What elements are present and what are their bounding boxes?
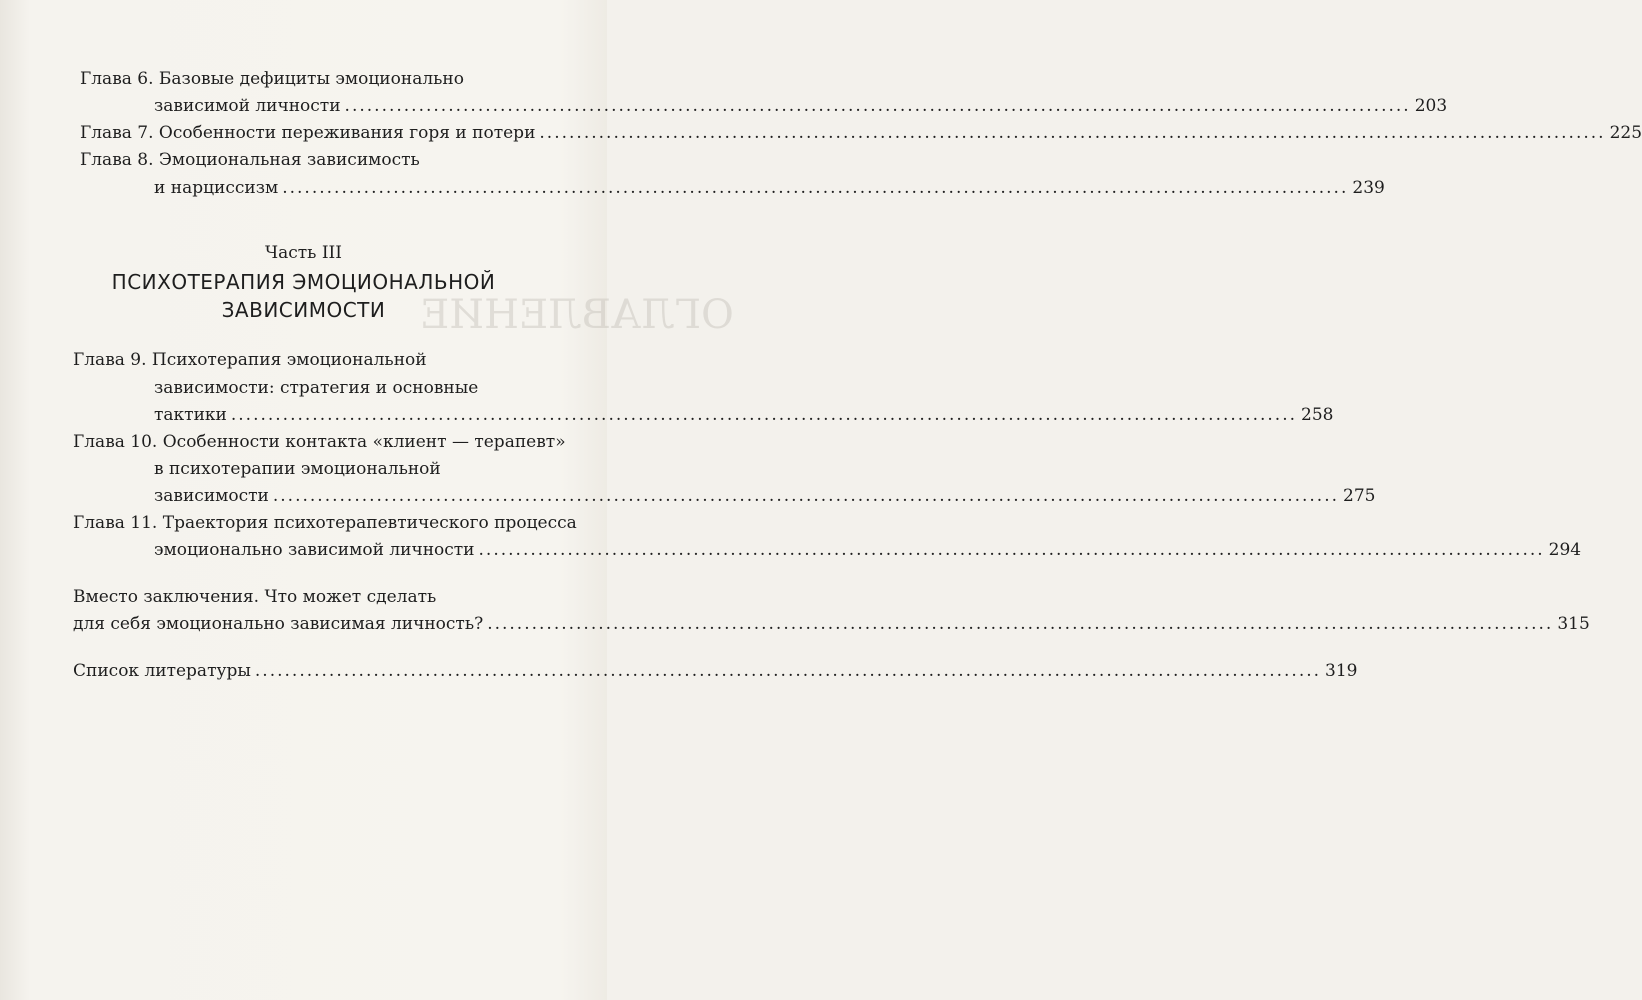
toc-entry-chapter-9-line3[interactable]	[154, 402, 1334, 428]
toc-entry-bibliography[interactable]	[73, 658, 1358, 684]
toc-leader-dots	[479, 537, 1545, 563]
toc-page-number: 315	[1557, 614, 1590, 634]
toc-page-number: 258	[1301, 405, 1334, 425]
toc-leader-dots	[255, 658, 1321, 684]
toc-entry-chapter-9-line1[interactable]: Глава 9. Психотерапия эмоциональной	[73, 350, 427, 370]
toc-entry-text: Глава 7. Особенности переживания горя и потери	[80, 123, 536, 143]
toc-page-number: 203	[1414, 96, 1448, 116]
part-label: Часть III	[264, 243, 342, 263]
toc-page-number: 294	[1548, 540, 1582, 560]
toc-leader-dots	[345, 93, 1411, 119]
toc-page-number: 225	[1609, 123, 1642, 143]
toc-leader-dots	[273, 483, 1339, 509]
part-title-line2: ЗАВИСИМОСТИ	[221, 298, 386, 322]
toc-entry-chapter-6-line2[interactable]	[154, 93, 1448, 119]
bleed-through-decoration: ОГЛАВЛЕНИЕ	[420, 292, 734, 338]
toc-entry-chapter-11-line2[interactable]	[154, 537, 1582, 563]
toc-entry-text: для себя эмоционально зависимая личность?	[73, 614, 484, 634]
toc-entry-text: и нарциссизм	[154, 178, 279, 198]
toc-entry-chapter-10-line2[interactable]: в психотерапии эмоциональной	[154, 459, 441, 479]
toc-leader-dots	[487, 611, 1553, 637]
toc-leader-dots	[231, 402, 1297, 428]
toc-entry-chapter-8-line2[interactable]	[154, 175, 1385, 201]
toc-page-number: 275	[1343, 486, 1376, 506]
toc-entry-conclusion-line2[interactable]	[73, 611, 1590, 637]
toc-entry-chapter-9-line2[interactable]: зависимости: стратегия и основные	[154, 378, 479, 398]
toc-page-number: 319	[1325, 661, 1358, 681]
toc-leader-dots	[282, 175, 1348, 201]
toc-page-number: 239	[1352, 178, 1385, 198]
toc-entry-text: тактики	[154, 405, 227, 425]
toc-entry-text: зависимости	[154, 486, 269, 506]
toc-entry-text: зависимой личности	[154, 96, 341, 116]
toc-entry-chapter-11-line1[interactable]: Глава 11. Траектория психотерапевтического процесса	[73, 513, 577, 533]
toc-entry-text: эмоционально зависимой личности	[154, 540, 475, 560]
toc-entry-conclusion-line1[interactable]: Вместо заключения. Что может сделать	[73, 587, 437, 607]
toc-leader-dots	[539, 120, 1605, 146]
part-title-line1: ПСИХОТЕРАПИЯ ЭМОЦИОНАЛЬНОЙ	[111, 270, 496, 294]
toc-entry-chapter-10-line3[interactable]	[154, 483, 1376, 509]
toc-entry-chapter-6-line1[interactable]: Глава 6. Базовые дефициты эмоционально	[80, 69, 464, 89]
toc-entry-text: Список литературы	[73, 661, 251, 681]
toc-entry-chapter-8-line1[interactable]: Глава 8. Эмоциональная зависимость	[80, 150, 420, 170]
toc-entry-chapter-7[interactable]	[80, 120, 1642, 146]
toc-entry-chapter-10-line1[interactable]: Глава 10. Особенности контакта «клиент — терапевт»	[73, 432, 566, 452]
